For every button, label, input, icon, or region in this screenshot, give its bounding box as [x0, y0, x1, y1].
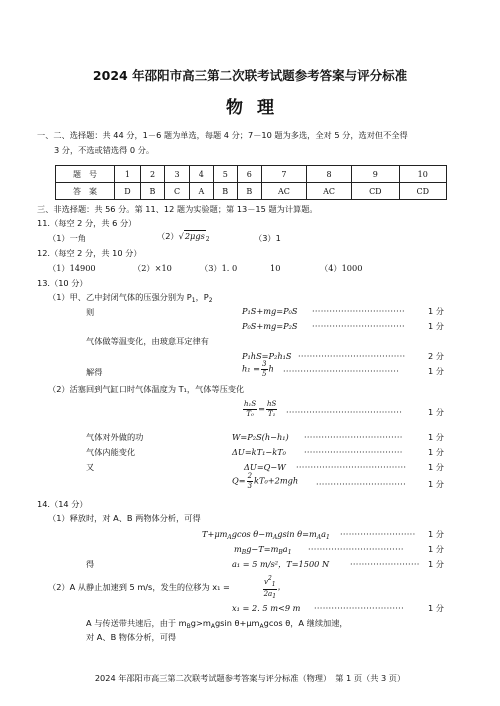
q14-eq1: $T+\mu m_Agcos$ $\theta-m_Agsin$ $\theta=m_Aa_1$	[202, 529, 330, 541]
fraction-denominator: 3	[247, 482, 253, 490]
row-label-question-number: 题 号	[56, 166, 115, 183]
fraction-denominator: T₁	[267, 410, 276, 418]
table-cell: CD	[352, 183, 399, 200]
q11-answer-1: （1）一角	[48, 233, 86, 243]
section1-instructions-line1: 一、二、选择题：共 44 分，1－6 题为单选，每题 4 分；7－10 题为多选，全对 5 分，选对但不全得	[37, 130, 408, 140]
score-mark: 1 分	[428, 407, 444, 417]
dot-leader: ··························	[340, 529, 416, 539]
fraction	[263, 574, 277, 601]
score-mark: 1 分	[428, 603, 444, 613]
table-cell: AC	[307, 183, 352, 200]
q13-part1-text: （1）甲、乙中封闭气体的压强分别为 P	[48, 292, 192, 302]
q13-eq8: ΔU=Q−W	[244, 462, 286, 472]
score-mark: 1 分	[428, 366, 444, 376]
q14-eq1-text: T+μm	[202, 529, 228, 539]
score-mark: 1 分	[428, 529, 444, 539]
q14-cobelt-text-start: A 与传送带共速后，由于 m	[86, 618, 187, 628]
table-cell: A	[189, 183, 213, 200]
page-footer: 2024 年邵阳市高三第二次联考试题参考答案与评分标准（物理） 第 1 页（共 3 页）	[94, 673, 406, 683]
q14-displacement-fraction: $\frac{v21}{2a1}$ ，	[263, 575, 286, 600]
subject-heading: 物理	[226, 98, 288, 118]
dot-leader: ········································	[286, 407, 403, 417]
q11-answer-3: （3）1	[254, 233, 281, 243]
table-cell: 4	[189, 166, 213, 183]
table-cell: B	[140, 183, 164, 200]
fraction-numerator: h₁S	[244, 400, 257, 408]
dot-leader: ································	[312, 306, 405, 316]
table-cell: 1	[115, 166, 141, 183]
table-cell: 7	[261, 166, 306, 183]
section1-instructions-line2: 3 分，不选或错选得 0 分。	[54, 145, 155, 155]
q13-eq9-lhs: Q=	[232, 475, 246, 486]
table-cell: D	[115, 183, 141, 200]
q13-eq2: P₀S+mg=P₂S	[242, 321, 298, 331]
answer-table	[55, 165, 447, 200]
q11-answer-2-label: （2）	[157, 231, 179, 241]
score-mark: 1 分	[428, 306, 444, 316]
document-title: 2024 年邵阳市高三第二次联考试题参考答案与评分标准	[92, 68, 408, 83]
table-cell: AC	[261, 183, 306, 200]
score-mark: 1 分	[428, 321, 444, 331]
q14-analysis-text: 对 A、B 物体分析，可得	[86, 632, 177, 642]
fraction	[261, 360, 267, 379]
q14-eq3: a₁ = 5 m/s²，T=1500 N	[232, 559, 330, 569]
q14-eq4: x₁ = 2. 5 m<9 m	[232, 603, 301, 613]
table-cell: 2	[140, 166, 164, 183]
score-mark: 2 分	[428, 351, 444, 361]
q14-part2-text: （2）A 从静止加速到 5 m/s，发生的位移为 x₁ =	[48, 582, 230, 592]
answer-table-row-answers	[56, 183, 447, 200]
q13-solve-label: 解得	[86, 367, 103, 377]
q14-part1-intro: （1）释放时，对 A、B 两物体分析，可得	[48, 513, 201, 523]
table-cell: 10	[399, 166, 446, 183]
q12-answer-2: （2）×10	[133, 263, 172, 273]
score-mark: 1 分	[428, 559, 444, 569]
table-cell: 9	[352, 166, 399, 183]
dot-leader: ·································	[308, 544, 404, 554]
q12-answer-3: （3）1. 0	[200, 263, 238, 273]
score-mark: 1 分	[428, 479, 444, 489]
fraction	[266, 400, 277, 419]
table-cell: 6	[237, 166, 261, 183]
table-cell: CD	[399, 183, 446, 200]
q13-eq5: $\frac{\text{h₁S}}{\text{T₀}}$ = $\frac{hS}{\text{T₁}}$	[244, 400, 277, 418]
dot-leader: ········································	[283, 366, 400, 376]
q12-answer-4: （4）1000	[320, 263, 363, 273]
q12-answer-3b: 10	[270, 263, 281, 273]
fraction-numerator: 2	[247, 472, 253, 480]
q13-eq6: W=P₂S(h−h₁)	[232, 432, 289, 442]
q14-part2-intro	[48, 583, 230, 592]
dot-leader: ·····································	[298, 351, 406, 361]
q14-get-label: 得	[86, 559, 95, 569]
q13-work-label: 气体对外做的功	[86, 432, 144, 442]
table-cell: C	[165, 183, 190, 200]
dot-leader: ·······························	[314, 603, 404, 613]
q13-eq1: P₁S+mg=P₀S	[242, 306, 298, 316]
q14-eq2-text: m	[234, 544, 242, 554]
table-cell: B	[237, 183, 261, 200]
q14-eq2: $m_Bg-T=m_Ba_1$	[234, 544, 292, 556]
q13-eq9-rhs: kT₀+2mgh	[254, 475, 299, 486]
q13-isothermal-text: 气体做等温变化，由玻意耳定律有	[86, 336, 209, 346]
q11-heading: 11.（每空 2 分，共 6 分）	[37, 218, 137, 228]
dot-leader: ·······························	[316, 479, 406, 489]
q13-heading: 13.（10 分）	[37, 278, 88, 288]
q13-eq3: P₁hS=P₂h₁S	[242, 351, 292, 361]
dot-leader: ······································	[296, 462, 407, 472]
q12-answer-1: （1）14900	[48, 263, 96, 273]
fraction-numerator: v21	[264, 575, 276, 588]
q13-energy-label: 气体内能变化	[86, 447, 136, 457]
q14-heading: 14.（14 分）	[37, 499, 88, 509]
score-mark: 1 分	[428, 462, 444, 472]
answer-table-row-numbers	[56, 166, 447, 183]
fraction-numerator: hS	[267, 400, 277, 408]
q12-heading: 12.（每空 2 分，共 10 分）	[37, 248, 142, 258]
q13-eq4-rhs: h	[268, 363, 274, 374]
q13-part2-intro: （2）活塞回到气缸口时气体温度为 T₁，气体等压变化	[48, 384, 245, 394]
q13-eq9	[232, 472, 298, 491]
q11-answer-2: （2）√2μgs$_2$	[157, 231, 210, 243]
table-cell: 3	[165, 166, 190, 183]
q13-and-label: 又	[86, 462, 95, 472]
table-cell: 8	[307, 166, 352, 183]
q11-answer-2-expr: 2μgs	[184, 231, 205, 241]
q13-eq4	[242, 360, 274, 379]
fraction-denominator: 2a1	[263, 590, 277, 600]
fraction	[243, 400, 257, 419]
q13-then-label: 则	[86, 307, 95, 317]
q13-part1-intro: （1）甲、乙中封闭气体的压强分别为 $P_1$，$P_2$	[48, 292, 213, 304]
dot-leader: ························	[350, 559, 420, 569]
table-cell: 5	[213, 166, 237, 183]
fraction-denominator: T₀	[246, 410, 254, 418]
q13-eq7: ΔU=kT₁−kT₀	[232, 447, 286, 457]
fraction	[247, 472, 253, 491]
score-mark: 1 分	[428, 432, 444, 442]
score-mark: 1 分	[428, 447, 444, 457]
q13-eq4-lhs: h₁ =	[242, 363, 261, 374]
dot-leader: ··································	[304, 432, 403, 442]
dot-leader: ································	[312, 321, 405, 331]
fraction-denominator: 5	[262, 370, 267, 378]
dot-leader: ··································	[304, 447, 403, 457]
table-cell: B	[213, 183, 237, 200]
row-label-answer: 答 案	[56, 183, 115, 200]
fraction-numerator: 3	[262, 360, 267, 368]
q14-cobelt-text: A 与传送带共速后，由于 $m_Bg>m_Agsin$ $\theta+\mu m_Agcos$ θ，A 继续加速，	[86, 618, 348, 630]
score-mark: 1 分	[428, 544, 444, 554]
section3-instructions: 三、非选择题：共 56 分。第 11、12 题为实验题；第 13－15 题为计算题。	[37, 204, 318, 214]
